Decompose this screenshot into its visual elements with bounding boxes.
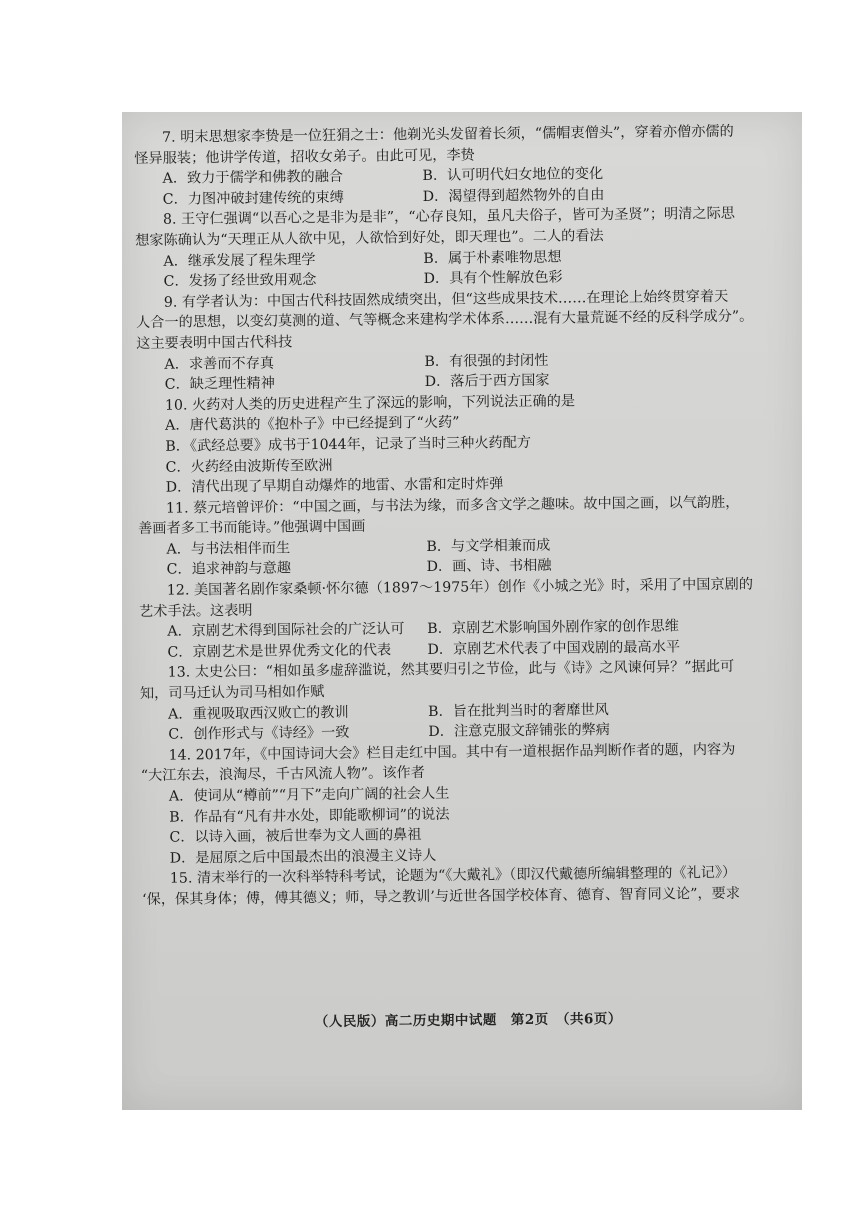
question-7-option-a: A．致力于儒学和佛教的融合 (162, 169, 344, 187)
question-15 (142, 863, 792, 911)
question-9-option-a: A．求善而不存真 (164, 355, 275, 373)
question-15-stem-line-2: ‘保，保其身体；傅，傅其德义；师，导之教训’与近世各国学校体育、德育、智育同义论”，要求 (142, 885, 741, 908)
question-8-stem-line-2: 想家陈确认为“天理正从人欲中见，人欲恰到好处，即天理也”。二人的看法 (135, 228, 604, 249)
question-11-option-d: D．画、诗、书相融 (426, 558, 552, 576)
question-9-stem-line-3: 这主要表明中国古代科技 (136, 334, 293, 352)
question-13-option-c: C．创作形式与《诗经》一致 (168, 724, 350, 743)
question-12-option-a: A．京剧艺术得到国际社会的广泛认可 (167, 621, 405, 640)
question-15-stem-line-1: 15. 清末举行的一次科举特科考试，论题为“《大戴礼》（即汉代戴德所编辑整理的《礼记》） (169, 865, 737, 888)
question-14-option-b: B．作品有“凡有井水处，即能歌柳词”的说法 (169, 806, 450, 826)
question-10-option-c: C．火药经由波斯传至欧洲 (165, 457, 333, 476)
question-7 (134, 121, 785, 210)
question-9 (136, 286, 787, 396)
question-13-stem-line-2: 知，司马迁认为司马相如作赋 (139, 684, 325, 702)
question-12-stem-line-1: 12. 美国著名剧作家桑顿·怀尔德（1897～1975年）创作《小城之光》时，采用了中国京剧的 (166, 576, 754, 599)
question-14-stem-line-2: “大江东去，浪淘尽，千古风流人物”。该作者 (140, 765, 425, 785)
question-7-option-d: D．渴望得到超然物外的自由 (422, 186, 605, 205)
exam-page-text (134, 121, 792, 1031)
question-7-stem-line-1: 7. 明末思想家李贽是一位狂狷之士：他剃光头发留着长须，“儒帽衷僧头”，穿着亦僧亦儒的 (162, 123, 734, 146)
question-12-option-d: D．京剧艺术代表了中国戏剧的最高水平 (427, 639, 681, 658)
question-12-option-c: C．京剧艺术是世界优秀文化的代表 (167, 642, 392, 661)
question-11-option-b: B．与文学相兼而成 (426, 537, 551, 555)
question-12 (139, 574, 790, 663)
question-9-option-b: B．有很强的封闭性 (424, 352, 549, 370)
question-10-option-a: A．唐代葛洪的《抱朴子》中已经提到了“火药” (165, 414, 460, 435)
question-14 (140, 739, 791, 869)
photographed-exam-page (122, 112, 802, 1110)
question-14-option-a: A．使词从“樽前”“月下”走向广阔的社会人生 (168, 785, 450, 805)
question-13-stem-line-1: 13. 太史公曰：“相如虽多虚辞滥说，然其要归引之节俭，此与《诗》之风谏何异？”据此可 (167, 659, 735, 682)
question-8-stem-line-1: 8. 王守仁强调“以吾心之是非为是非”，“心存良知，虽凡夫俗子，皆可为圣贤”；明清之际思 (162, 206, 736, 229)
question-11-stem-line-2: 善画者多工书而能诗。”他强调中国画 (138, 518, 366, 538)
page-footer: （人民版）高二历史期中试题 第2页 （共6页） (314, 1010, 622, 1031)
question-13-option-d: D．注意克服文辞铺张的弊病 (428, 722, 611, 741)
question-11 (138, 492, 789, 581)
question-8-option-a: A．继承发展了程朱理学 (163, 251, 316, 270)
question-8-option-b: B．属于朴素唯物思想 (423, 249, 562, 267)
question-10-stem-line-1: 10. 火药对人类的历史进程产生了深远的影响，下列说法正确的是 (164, 393, 576, 414)
question-7-option-b: B．认可明代妇女地位的变化 (422, 166, 604, 185)
question-11-option-a: A．与书法相伴而生 (166, 540, 291, 558)
question-9-option-c: C．缺乏理性精神 (164, 375, 275, 393)
question-11-option-c: C．追求神韵与意趣 (166, 560, 292, 579)
question-11-stem-line-1: 11. 蔡元培曾评价：“中国之画，与书法为缘，而多含文学之趣味。故中国之画，以气韵胜， (165, 494, 740, 517)
question-9-stem-line-2: 人合一的思想，以变幻莫测的道、气等概念来建构学术体系……混有大量荒诞不经的反科学成分”。 (135, 308, 754, 332)
question-8 (135, 204, 786, 293)
question-8-option-d: D．具有个性解放色彩 (423, 269, 563, 288)
question-12-option-b: B．京剧艺术影响国外剧作家的创作思维 (427, 618, 679, 638)
question-8-option-c: C．发扬了经世致用观念 (163, 272, 317, 290)
question-14-option-c: C．以诗入画，被后世奉为文人画的鼻祖 (169, 827, 422, 846)
question-9-stem-line-1: 9. 有学者认为：中国古代科技固然成绩突出，但“这些成果技术……在理论上始终贯穿着天 (163, 288, 729, 311)
question-13-option-b: B．旨在批判当时的奢靡世风 (428, 701, 609, 720)
question-7-option-c: C．力图冲破封建传统的束缚 (162, 189, 344, 208)
question-9-option-d: D．落后于西方国家 (424, 372, 550, 391)
question-10-option-b: B．《武经总要》成书于1044年，记录了当时三种火药配方 (165, 434, 532, 455)
question-7-stem-line-2: 怪异服装；他讲学传道，招收女弟子。由此可见，李贽 (134, 147, 475, 167)
question-13-option-a: A．重视吸取西汉败亡的教训 (168, 704, 349, 723)
question-10 (137, 389, 788, 499)
question-14-stem-line-1: 14. 2017年，《中国诗词大会》栏目走红中国。其中有一道根据作品判断作者的题，内容为 (168, 741, 736, 764)
question-10-option-d: D．清代出现了早期自动爆炸的地雷、水雷和定时炸弹 (165, 476, 504, 496)
question-14-option-d: D．是屈原之后中国最杰出的浪漫主义诗人 (169, 847, 437, 867)
question-13 (140, 657, 791, 746)
question-12-stem-line-2: 艺术手法。这表明 (138, 602, 253, 620)
